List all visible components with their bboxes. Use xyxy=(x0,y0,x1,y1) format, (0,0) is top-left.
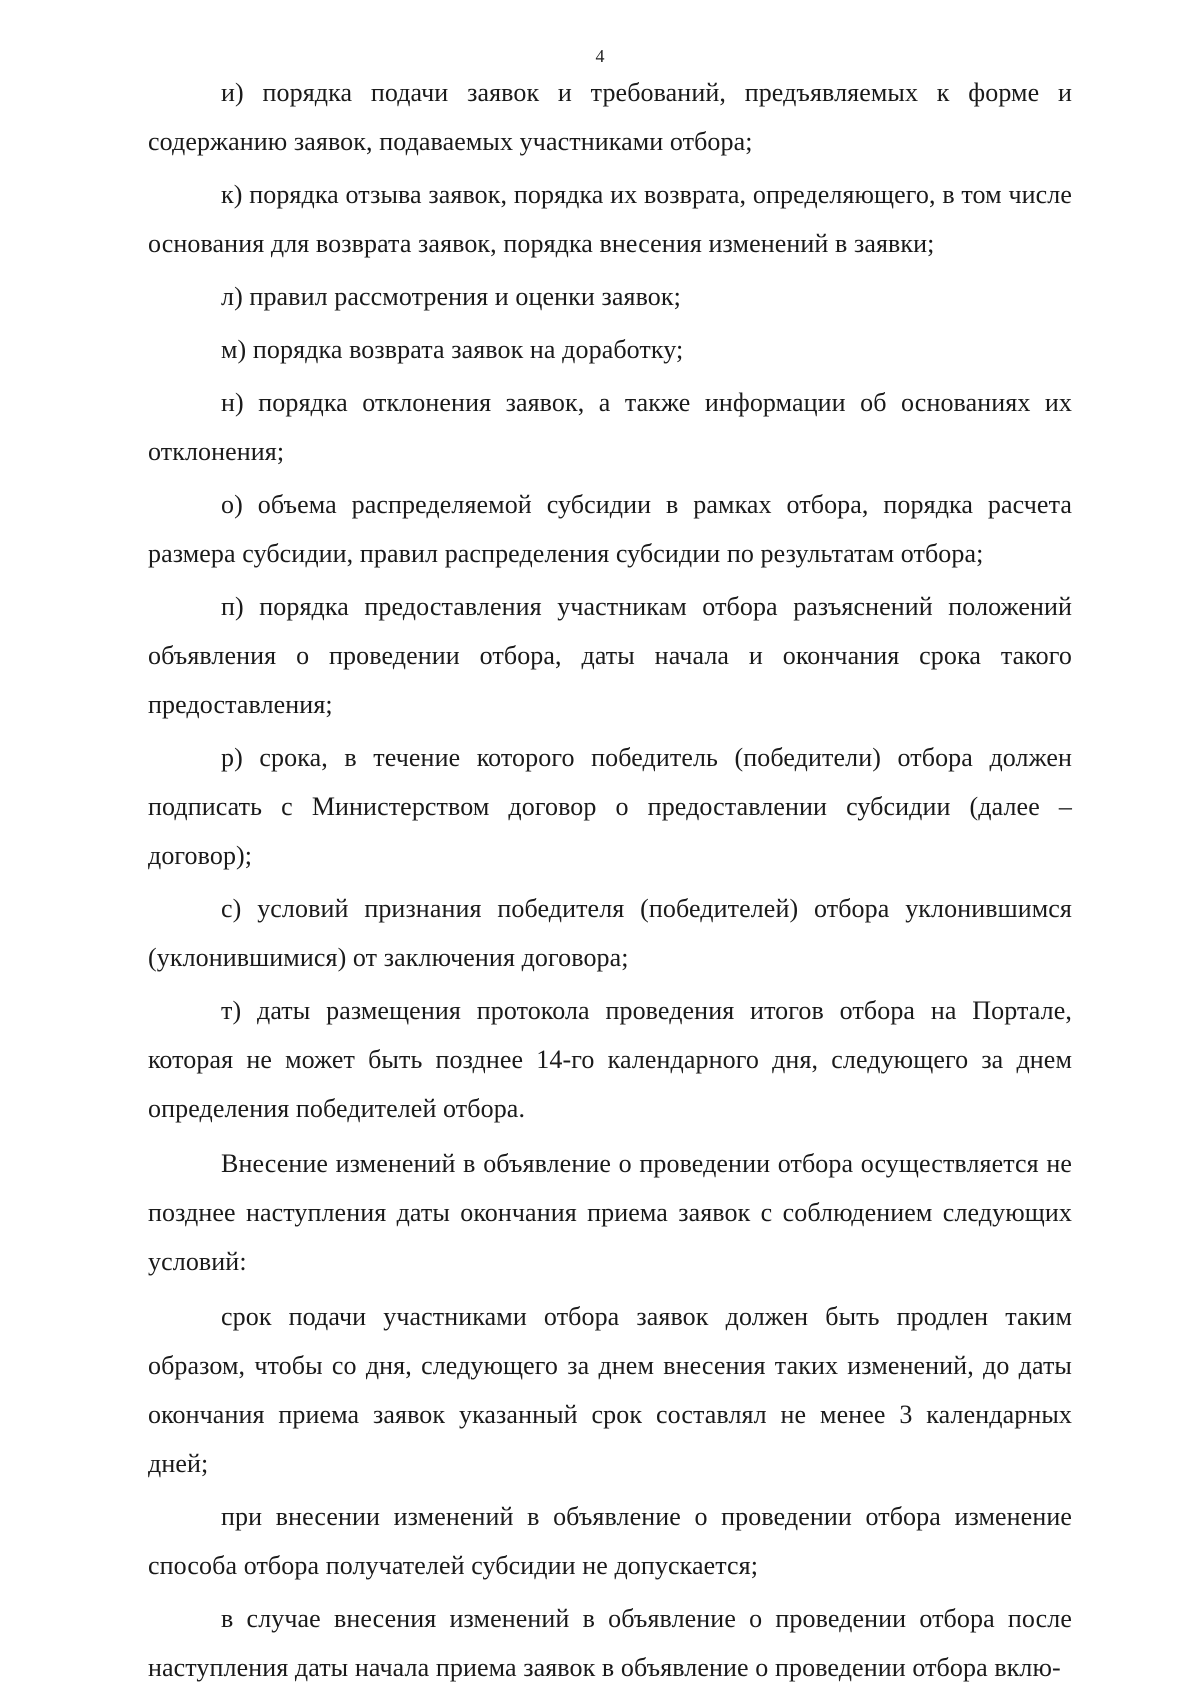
paragraph-item-s: с) условий признания победителя (победителей) отбора уклонившимся (уклонившимися) от заключения договора; xyxy=(148,894,1072,972)
paragraph-condition-after-start: в случае внесения изменений в объявление о проведении отбора после наступления даты начала приема заявок в объявление о проведении отбора вклю- xyxy=(148,1604,1072,1682)
document-body xyxy=(148,68,1072,1696)
paragraph-condition-method: при внесении изменений в объявление о проведении отбора изменение способа отбора получателей субсидии не допускается; xyxy=(148,1502,1072,1580)
page-number: 4 xyxy=(595,46,605,66)
paragraph-item-n: н) порядка отклонения заявок, а также информации об основаниях их отклонения; xyxy=(148,388,1072,466)
paragraph-item-o: о) объема распределяемой субсидии в рамках отбора, порядка расчета размера субсидии, правил распределения субсидии по результатам отбора; xyxy=(148,490,1072,568)
paragraph-item-l: л) правил рассмотрения и оценки заявок; xyxy=(221,282,681,311)
paragraph-item-m: м) порядка возврата заявок на доработку; xyxy=(221,335,684,364)
paragraph-item-i: и) порядка подачи заявок и требований, предъявляемых к форме и содержанию заявок, подаваемых участниками отбора; xyxy=(148,78,1072,156)
paragraph-item-t: т) даты размещения протокола проведения итогов отбора на Портале, которая не может быть позднее 14-го календарного дня, следующего за днем определения победителей отбора. xyxy=(148,996,1072,1123)
paragraph-item-p: п) порядка предоставления участникам отбора разъяснений положений объявления о проведении отбора, даты начала и окончания срока такого предоставления; xyxy=(148,592,1072,719)
paragraph-item-r: р) срока, в течение которого победитель (победители) отбора должен подписать с Министерством договор о предоставлении субсидии (далее – договор); xyxy=(148,743,1072,870)
paragraph-item-k: к) порядка отзыва заявок, порядка их возврата, определяющего, в том числе основания для возврата заявок, порядка внесения изменений в заявки; xyxy=(148,180,1072,258)
paragraph-amendments: Внесение изменений в объявление о проведении отбора осуществляется не позднее наступления даты окончания приема заявок с соблюдением следующих условий: xyxy=(148,1149,1072,1276)
paragraph-condition-deadline: срок подачи участниками отбора заявок должен быть продлен таким образом, чтобы со дня, следующего за днем внесения таких изменений, до даты окончания приема заявок указанный срок составлял не менее 3 календарных дней; xyxy=(148,1302,1072,1478)
